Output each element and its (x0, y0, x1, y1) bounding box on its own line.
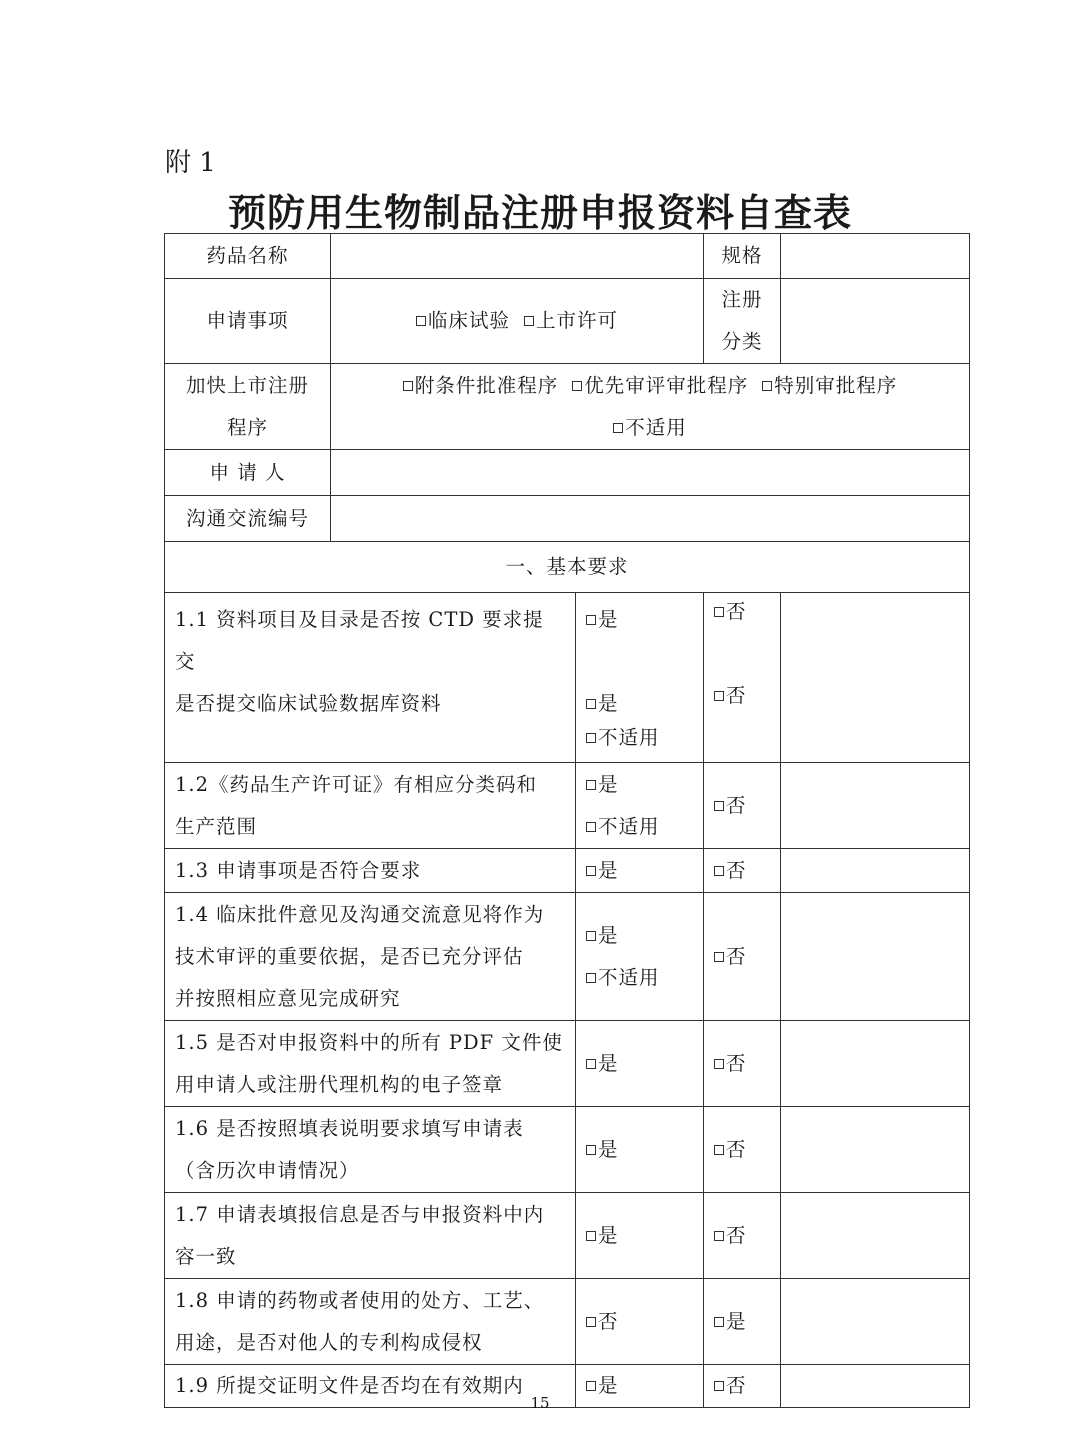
item-remark-cell[interactable] (781, 893, 970, 1021)
item-remark-cell[interactable] (781, 1193, 970, 1279)
table-row (165, 496, 970, 542)
checkbox-yes[interactable]: 是 (586, 683, 693, 725)
page-title: 预防用生物制品注册申报资料自查表 (227, 190, 852, 235)
item-remark-cell[interactable] (781, 1021, 970, 1107)
self-check-table (164, 233, 970, 1408)
drug-name-label: 药品名称 (165, 234, 331, 279)
checkbox-no[interactable]: 否 (714, 591, 770, 633)
checkbox-yes[interactable]: 是 (586, 1224, 619, 1247)
applicant-label: 申 请 人 (165, 450, 331, 496)
checkbox-no[interactable]: 否 (714, 675, 770, 717)
item-1-8-yes-cell (704, 1279, 781, 1365)
item-1-3-no-cell (704, 849, 781, 893)
table-row (165, 1193, 970, 1279)
checkbox-yes[interactable]: 是 (586, 1052, 619, 1075)
checkbox-yes[interactable]: 是 (586, 1138, 619, 1161)
item-text-line: 生产范围 (175, 814, 258, 838)
item-1-3-text: 1.3 申请事项是否符合要求 (165, 849, 576, 893)
applicant-value[interactable] (331, 450, 970, 496)
table-row (165, 234, 970, 279)
item-1-3-yes-cell (576, 849, 704, 893)
item-remark-cell[interactable] (781, 593, 970, 763)
checkbox-yes[interactable]: 是 (586, 859, 619, 882)
checkbox-special-approval[interactable]: 特别审批程序 (762, 374, 897, 397)
item-1-9-text: 1.9 所提交证明文件是否均在有效期内 (165, 1365, 576, 1408)
checkbox-no[interactable]: 否 (714, 1052, 747, 1075)
table-row (165, 1107, 970, 1193)
checkbox-market-approval[interactable]: 上市许可 (524, 309, 618, 332)
item-text-line: 用申请人或注册代理机构的电子签章 (175, 1072, 504, 1096)
checkbox-yes[interactable]: 是 (586, 764, 693, 806)
checkbox-yes[interactable]: 是 (714, 1310, 747, 1333)
item-remark-cell[interactable] (781, 1279, 970, 1365)
item-1-4-text (165, 893, 576, 1021)
checkbox-not-applicable[interactable]: 不适用 (586, 806, 693, 848)
item-text-line: 技术审评的重要依据，是否已充分评估 (175, 944, 524, 968)
item-1-6-text (165, 1107, 576, 1193)
item-text-line: 1.2《药品生产许可证》有相应分类码和 (175, 772, 538, 796)
spec-value[interactable] (781, 234, 970, 279)
application-item-options (331, 279, 704, 364)
item-1-5-no-cell (704, 1021, 781, 1107)
checkbox-no[interactable]: 否 (586, 1310, 619, 1333)
checkbox-not-applicable[interactable]: 不适用 (586, 717, 693, 759)
table-row (165, 542, 970, 593)
checkbox-no[interactable]: 否 (714, 1224, 747, 1247)
item-text-line: 用途，是否对他人的专利构成侵权 (175, 1330, 483, 1354)
checkbox-not-applicable[interactable]: 不适用 (586, 957, 693, 999)
checkbox-no[interactable]: 否 (714, 1374, 747, 1397)
item-remark-cell[interactable] (781, 763, 970, 849)
checkbox-yes[interactable]: 是 (586, 915, 693, 957)
table-row (165, 279, 970, 364)
page-number: 15 (530, 1394, 550, 1412)
item-text-line: 1.7 申请表填报信息是否与申报资料中内 (175, 1202, 545, 1226)
item-1-4-no-cell (704, 893, 781, 1021)
table-row (165, 450, 970, 496)
item-text-line: 容一致 (175, 1244, 237, 1268)
checkbox-priority-review[interactable]: 优先审评审批程序 (572, 374, 748, 397)
item-text-line: （含历次申请情况） (175, 1158, 360, 1182)
checkbox-clinical-trial[interactable]: 临床试验 (416, 309, 510, 332)
accelerated-label-line: 加快上市注册 (185, 373, 309, 397)
checkbox-yes[interactable]: 是 (586, 1374, 619, 1397)
accelerated-label (165, 364, 331, 450)
item-1-7-text (165, 1193, 576, 1279)
application-item-label: 申请事项 (165, 279, 331, 364)
comm-no-label: 沟通交流编号 (165, 496, 331, 542)
item-1-2-text (165, 763, 576, 849)
checkbox-no[interactable]: 否 (714, 859, 747, 882)
item-text-line: 1.1 资料项目及目录是否按 CTD 要求提 (175, 608, 544, 631)
item-text-line: 交 (175, 650, 196, 673)
annex-label: 附 1 (165, 148, 216, 178)
checkbox-no[interactable]: 否 (714, 945, 747, 968)
drug-name-value[interactable] (331, 234, 704, 279)
table-row (165, 893, 970, 1021)
item-remark-cell[interactable] (781, 849, 970, 893)
checkbox-conditional-approval[interactable]: 附条件批准程序 (403, 374, 559, 397)
item-1-5-text (165, 1021, 576, 1107)
table-row (165, 1279, 970, 1365)
table-row (165, 593, 970, 763)
item-remark-cell[interactable] (781, 1107, 970, 1193)
item-1-8-text (165, 1279, 576, 1365)
comm-no-value[interactable] (331, 496, 970, 542)
spec-label: 规格 (704, 234, 781, 279)
item-text-line: 1.6 是否按照填表说明要求填写申请表 (175, 1116, 524, 1140)
item-text-line: 并按照相应意见完成研究 (175, 986, 401, 1010)
checkbox-no[interactable]: 否 (714, 794, 747, 817)
table-row (165, 364, 970, 450)
item-1-1-text (165, 593, 576, 763)
item-1-8-no-cell (576, 1279, 704, 1365)
section-title: 一、基本要求 (165, 542, 970, 593)
item-1-2-no-cell (704, 763, 781, 849)
item-1-7-no-cell (704, 1193, 781, 1279)
checkbox-not-applicable[interactable]: 不适用 (613, 416, 687, 439)
item-text-line: 是否提交临床试验数据库资料 (175, 692, 442, 715)
accelerated-options (331, 364, 970, 450)
table-row (165, 849, 970, 893)
item-1-1-yes-cell (576, 593, 704, 763)
checkbox-no[interactable]: 否 (714, 1138, 747, 1161)
table-row (165, 1021, 970, 1107)
accelerated-label-line: 程序 (226, 415, 268, 439)
item-1-4-yes-cell (576, 893, 704, 1021)
item-text-line: 1.4 临床批件意见及沟通交流意见将作为 (175, 902, 545, 926)
item-1-6-no-cell (704, 1107, 781, 1193)
item-1-2-yes-cell (576, 763, 704, 849)
item-1-5-yes-cell (576, 1021, 704, 1107)
table-row (165, 763, 970, 849)
item-1-7-yes-cell (576, 1193, 704, 1279)
checkbox-yes[interactable]: 是 (586, 599, 693, 641)
reg-category-label: 注册分类 (704, 279, 781, 364)
item-1-6-yes-cell (576, 1107, 704, 1193)
reg-category-value[interactable] (781, 279, 970, 364)
item-1-1-no-cell (704, 593, 781, 763)
item-text-line: 1.5 是否对申报资料中的所有 PDF 文件使 (175, 1030, 563, 1054)
item-text-line: 1.8 申请的药物或者使用的处方、工艺、 (175, 1288, 545, 1312)
